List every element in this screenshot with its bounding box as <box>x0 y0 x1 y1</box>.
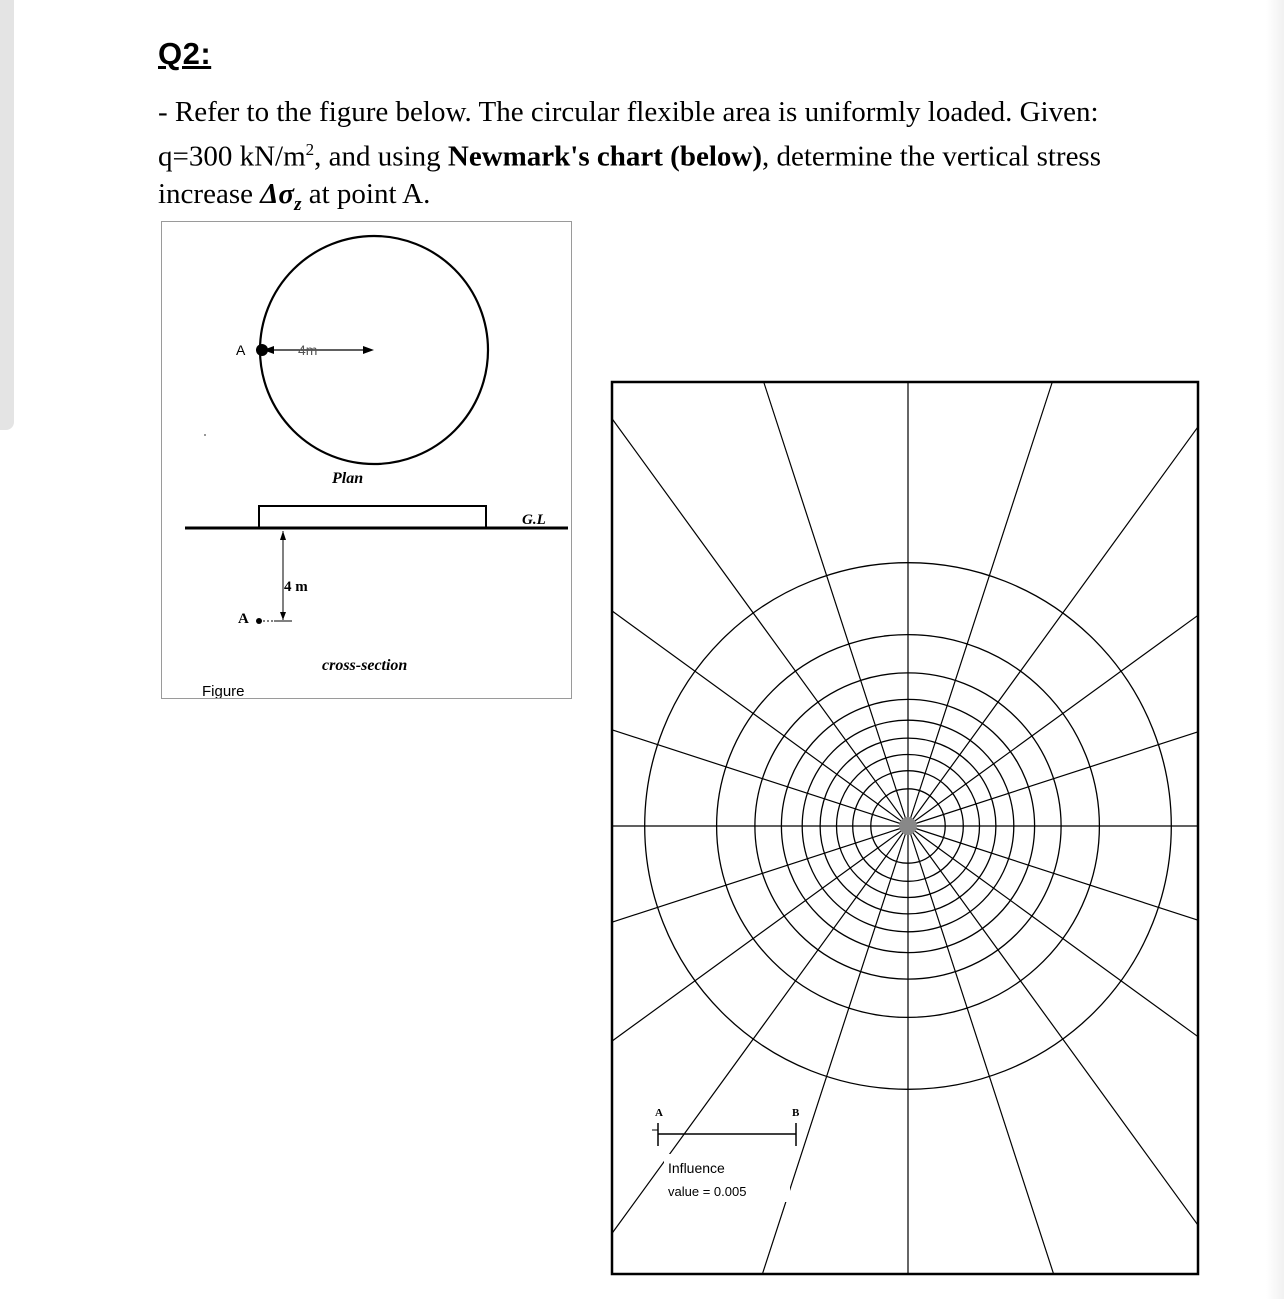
problem-text-end: at point A. <box>301 177 431 210</box>
influence-label-line2: value = 0.005 <box>668 1184 747 1199</box>
depth-arrow-bottom <box>280 612 286 620</box>
problem-text-prefix: - Refer to the figure below. The circular flexible area is uniformly loaded. Given: q=300 kN/m <box>158 96 1099 173</box>
figure-drawing <box>162 222 571 698</box>
stress-symbol-text: Δσ <box>260 177 295 210</box>
figure-caption: Figure <box>202 683 245 698</box>
page-edge-shadow <box>1266 0 1284 1299</box>
problem-text-suffix: , determine the vertical stress increase <box>158 140 1102 210</box>
section-point-label: A <box>238 611 249 627</box>
question-title: Q2: <box>158 36 212 71</box>
depth-arrow-top <box>280 531 286 540</box>
chart-center-point <box>899 817 917 835</box>
newmark-chart <box>608 378 1202 1278</box>
influence-label-line1: Influence <box>668 1160 725 1176</box>
plan-point-label: A <box>236 342 246 358</box>
problem-text-middle: , and using <box>314 140 448 173</box>
section-point-a <box>256 618 262 624</box>
problem-statement <box>158 94 1158 222</box>
newmark-chart-reference: Newmark's chart (below) <box>447 140 762 173</box>
plan-radius-arrowhead <box>363 346 374 354</box>
stress-symbol <box>260 177 302 215</box>
plan-caption: Plan <box>332 470 364 487</box>
stray-dot <box>204 434 206 436</box>
stress-symbol-subscript: z <box>294 193 302 215</box>
scale-label-a: A <box>655 1107 663 1119</box>
depth-label: 4 m <box>284 579 308 595</box>
plan-radius-label: 4m <box>298 342 318 358</box>
section-footing <box>259 506 486 528</box>
scale-label-b: B <box>792 1107 800 1119</box>
problem-figure <box>161 221 572 699</box>
scrollbar[interactable] <box>0 0 14 430</box>
section-caption: cross-section <box>322 657 408 674</box>
ground-level-label: G.L <box>522 512 546 528</box>
unit-superscript: 2 <box>305 140 315 159</box>
